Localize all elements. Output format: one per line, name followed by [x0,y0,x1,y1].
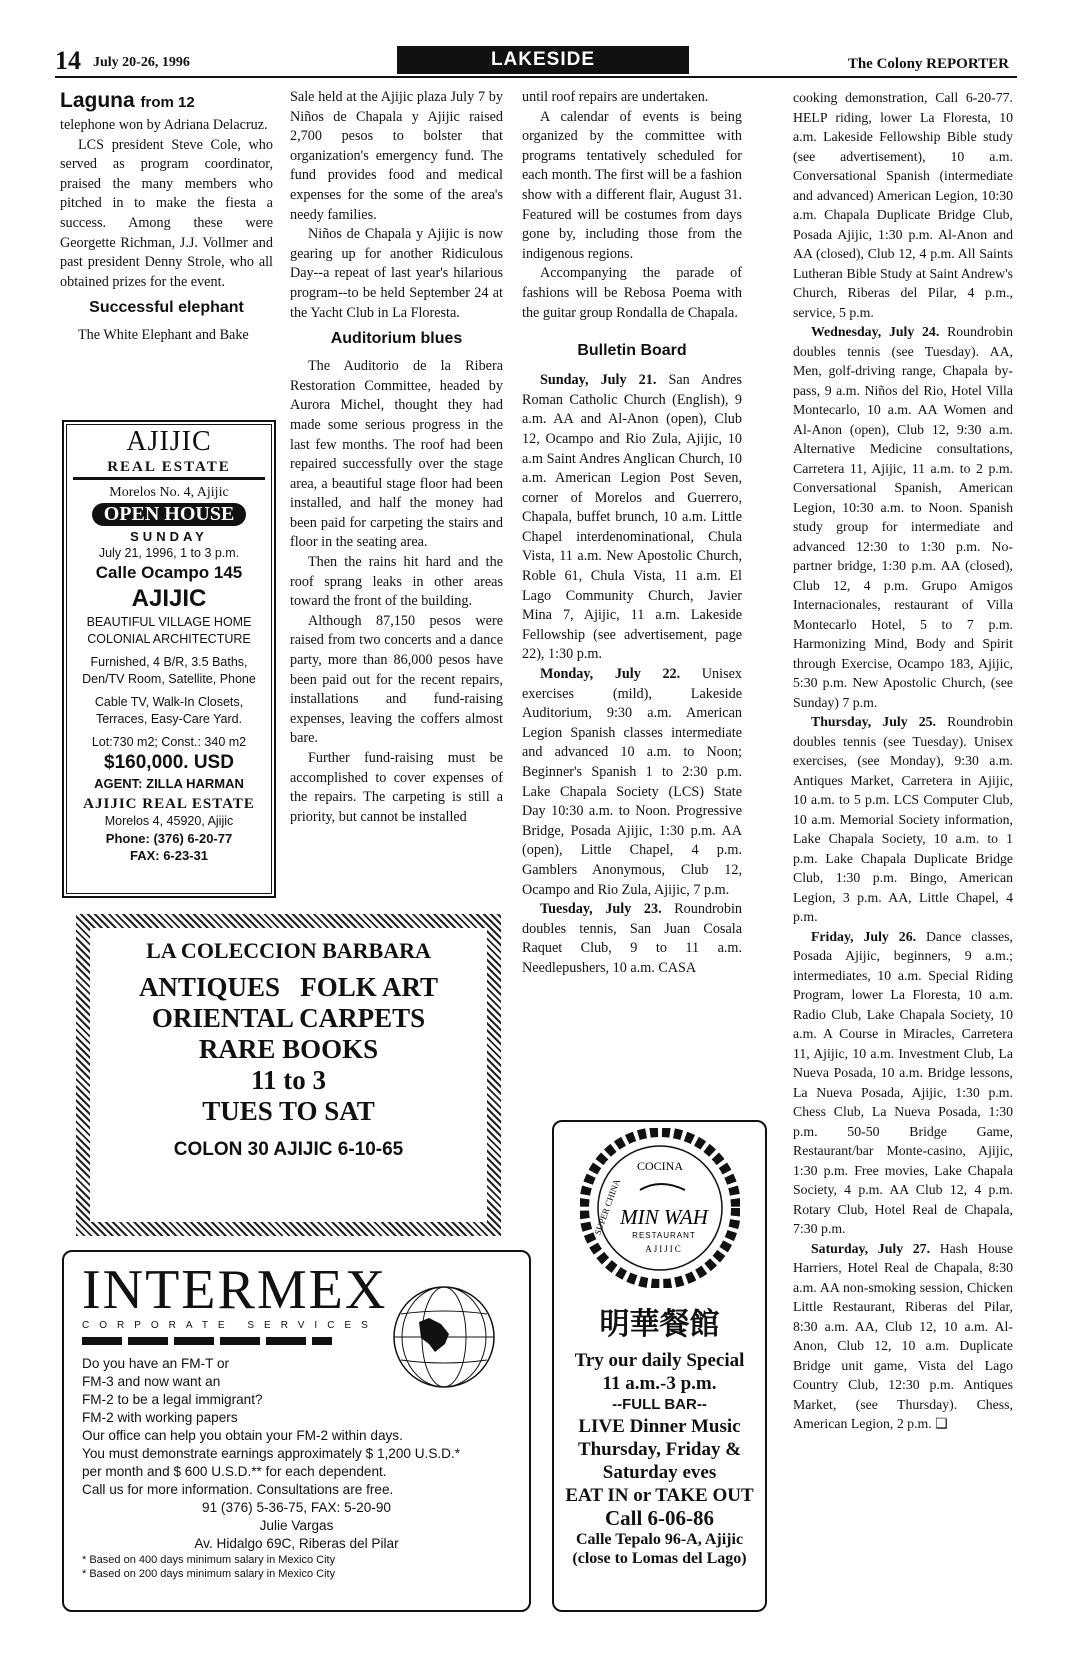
ad-line: per month and $ 600 U.S.D.** for each dependent. [82,1464,387,1479]
feature-line: COLONIAL ARCHITECTURE [87,632,251,646]
street: Calle Ocampo 145 [95,563,243,582]
subhead: Auditorium blues [330,330,463,348]
ad-line: 11 a.m.-3 p.m. [602,1373,717,1394]
min-wah-logo [580,1128,740,1288]
logo-text: COCINA [636,1159,683,1173]
listing-sunday: Sunday, July 21. San Andres Roman Catholic Church (English), 9 a.m. AA and Al-Anon (open), Club 12, Ocampo and Rio Zula, Ajijic, 10 a.m Saint Andres Anglican Church, 10 a.m. American Legion Post Seven, corner of Morelos and Guerrero, Chapala, buffet brunch, 10 a.m. Little Chapel interdenominational, Chula Vista, 11 a.m. New Apostolic Church, Roble 61, Chula Vista, 11 a.m. El Lago Community Church, Javier Mina 7, Ajijic, 11 a.m. Lakeside Fellowship (see advertisement, page 22), 1:30 p.m. [522,372,742,663]
header-rule [55,76,1017,78]
ad-line: FM-2 with working papers [82,1410,238,1425]
feature-line: BEAUTIFUL VILLAGE HOME [86,615,252,629]
paragraph: telephone won by Adriana Delacruz. [60,117,268,133]
ad-address-note: (close to Lomas del Lago) [572,1550,747,1567]
feature-line: Cable TV, Walk-In Closets, [94,695,244,709]
paragraph: The Auditorio de la Ribera Restoration Committee, headed by Aurora Michel, thought they had made some serious progress in the last few months. The roof had been repaired successfully over the stage area, a beautiful stage floor had been installed, and half the money had been paid for carpeting the stairs and floor in the seating area. [290,358,503,551]
column-1 [60,88,273,346]
chinese-name: 明華餐館 [599,1307,720,1342]
end-mark: ❏ [935,1416,948,1431]
ad-days: TUES TO SAT [202,1096,375,1126]
column-4 [793,88,1013,1434]
ajijic-logo: AJIJIC [126,426,212,457]
open-house-badge: OPEN HOUSE [92,503,247,526]
feature-line: Furnished, 4 B/R, 3.5 Baths, [90,655,248,669]
jump-head: Laguna from 12 [60,89,195,112]
ad-line: EAT IN or TAKE OUT [565,1485,754,1506]
ad-la-coleccion-barbara [76,914,501,1236]
real-estate-logo: REAL ESTATE [73,457,265,480]
price: $160,000. USD [104,752,234,773]
ad-line: --FULL BAR-- [612,1396,707,1413]
listing-monday: Monday, July 22. Unisex exercises (mild), Lakeside Auditorium, 9:30 a.m. American Legion Spanish classes intermediate and advanced 10 a.m. to Noon; Beginner's Spanish 1 to 2:30 p.m. Lake Chapala Society (LCS) State Day 10:30 a.m. to Noon. Progressive Bridge, Posada Ajijic, 1:30 p.m. AA (open), Little Chapel, 4 p.m. Gamblers Anonymous, Club 12, Ocampo and Rio Zula, Ajijic, 7 p.m. [522,666,742,898]
listing-friday: Friday, July 26. Dance classes, Posada Ajijic, beginners, 9 a.m.; intermediates, 10 a.m. Special Riding Program, lower La Floresta, 10 a.m. Radio Club, Lake Chapala Society, 10 a.m. A Course in Miracles, Carretera 11, Ajijic, 10 a.m. Investment Club, La Nueva Posada, 10 a.m. Bridge lessons, La Nueva Posada, Ajijic, 1:30 p.m. Chess Club, La Nueva Posada, 1:30 p.m. 50-50 Bridge Game, Restaurant/bar Monte-casino, Ajijic, 1:30 p.m. Free movies, Lake Chapala Society, 4 p.m. AA Club 12, 4 p.m. Rotary Club, Hotel Real de Chapala, 7:30 p.m. [793,928,1013,1236]
listing-tuesday: Tuesday, July 23. Roundrobin doubles tennis, San Juan Cosala Raquet Club, 9 to 11 a.m. Needlepushers, 10 a.m. CASA [522,901,742,976]
globe-icon [389,1282,499,1392]
company-name: AJIJIC REAL ESTATE [83,796,255,812]
ad-line: FM-2 to be a legal immigrant? [82,1392,263,1407]
feature-line: Den/TV Room, Satellite, Phone [82,672,256,686]
footnote: * Based on 200 days minimum salary in Mexico City [82,1568,336,1580]
address: Morelos No. 4, Ajijic [109,485,229,500]
phone: 91 (376) 5-36-75, FAX: 5-20-90 [202,1500,391,1515]
open-date: July 21, 1996, 1 to 3 p.m. [98,546,240,560]
ad-line: ANTIQUES FOLK ART [138,972,439,1002]
column-2 [290,88,503,827]
page-header [55,46,1017,78]
listing-saturday: Saturday, July 27. Hash House Harriers, Hotel Real de Chapala, 8:30 a.m. AA non-smoking session, Chicken Little Restaurant, Riberas del Pilar, 8:30 a.m. AA, Club 12, 10 a.m. Al-Anon, Club 12, 10 a.m. Duplicate Bridge unit game, Vista del Lago Country Club, 12:30 p.m. Antiques Market, (see Thursday). Chess, American Legion, 2 p.m. ❏ [793,1240,1014,1431]
ad-title: LA COLECCION BARBARA [146,938,431,963]
paragraph: LCS president Steve Cole, who served as program coordinator, praised the many members who pitched in to make the fiesta a success. Among these were Georgette Richman, J.J. Vollmer and past president Denny Strole, who all obtained prizes for the event. [60,136,273,290]
address: Av. Hidalgo 69C, Riberas del Pilar [194,1536,399,1551]
paragraph: Accompanying the parade of fashions will be Rebosa Poema with the guitar group Rondalla de Chapala. [522,265,742,321]
ad-line: Our office can help you obtain your FM-2 within days. [82,1428,403,1443]
paragraph: Niños de Chapala y Ajijic is now gearing up for another Ridiculous Day--a repeat of last year's hilarious program--to be held September 24 at the Yacht Club in La Floresta. [290,226,503,321]
logo-text: MIN WAH [619,1205,708,1229]
phone: Phone: (376) 6-20-77 [105,831,233,846]
subhead: Successful elephant [89,299,244,317]
ad-hours: 11 to 3 [250,1065,326,1095]
logo-text: RESTAURANT [631,1231,696,1240]
ad-line: Thursday, Friday & [577,1439,742,1460]
decorative-bar [82,1337,332,1345]
paragraph: Further fund-raising must be accomplished to cover expenses of the repairs. The carpeting is still a priority, but cannot be installed [290,750,503,825]
issue-date: July 20-26, 1996 [93,55,190,70]
logo-text: AJIJIC [644,1244,683,1254]
listing-thursday: Thursday, July 25. Roundrobin doubles tennis (see Tuesday). Unisex exercises, (see Monday), 9:30 a.m. Antiques Market, Carretera in Ajijic, 10 a.m. to 5 p.m. LCS Computer Club, 10 a.m. Memorial Society information, Lake Chapala Society, 10 a.m. to 1 p.m. Lake Chapala Duplicate Bridge Club, 1:30 p.m. Bingo, American Legion, 3 p.m. AA, Little Chapel, 4 p.m. [793,714,1013,924]
ad-intermex [62,1250,531,1612]
ad-line: ORIENTAL CARPETS [151,1003,426,1033]
ad-address: COLON 30 AJIJIC 6-10-65 [173,1139,404,1160]
ad-line: Saturday eves [602,1462,717,1483]
footnote: * Based on 400 days minimum salary in Mexico City [82,1554,336,1566]
paragraph: Although 87,150 pesos were raised from two concerts and a dance party, more than 86,000 pesos have been paid out for the recent repairs, installations and fund-raising expenses, leaving the coffers almost bare. [290,612,503,747]
ad-line: LIVE Dinner Music [578,1416,741,1437]
feature-line: Terraces, Easy-Care Yard. [95,712,243,726]
page-number: 14 [55,46,81,75]
paragraph: cooking demonstration, Call 6-20-77. HELP riding, lower La Floresta, 10 a.m. Lakeside Fellowship Bible study (see advertisement), 10 a.m. Conversational Spanish (intermediate and advanced) American Legion, 10:30 a.m. Chapala Duplicate Bridge Club, Posada Ajijic, 1:30 p.m. Al-Anon and AA (closed), Club 12, 4 p.m. All Saints Lutheran Bible Study at Saint Andrew's Church, Riberas del Pilar, 4 p.m., service, 5 p.m. [793,90,1013,320]
ad-address: Calle Tepalo 96-A, Ajijic [575,1531,744,1548]
paragraph: The White Elephant and Bake [78,327,249,344]
ad-ajijic-real-estate [62,420,276,898]
ad-line: You must demonstrate earnings approximately $ 1,200 U.S.D.* [82,1446,461,1461]
intermex-logo: INTERMEX [82,1259,388,1321]
ad-line: Do you have an FM-T or [82,1356,230,1371]
paragraph: until roof repairs are undertaken. [522,89,709,105]
newspaper-name: The Colony REPORTER [847,56,1009,72]
column-3 [522,88,742,979]
intermex-subtitle: CORPORATE SERVICES [82,1320,378,1331]
ad-line: Try our daily Special [574,1350,745,1371]
paragraph: Then the rains hit hard and the roof sprang leaks in other areas toward the front of the building. [290,554,503,610]
paragraph: A calendar of events is being organized by the committee with programs tentatively scheduled for each month. The first will be a fashion show with a different flair, August 31. Featured will be costumes from days gone by, including those from the indigenous regions. [522,108,742,262]
ad-min-wah [552,1120,767,1612]
open-day: SUNDAY [130,529,208,544]
agent: AGENT: ZILLA HARMAN [94,776,244,791]
lot-size: Lot:730 m2; Const.: 340 m2 [91,735,247,749]
subhead: Bulletin Board [577,342,687,360]
fax: FAX: 6-23-31 [129,848,209,863]
listing-wednesday: Wednesday, July 24. Roundrobin doubles tennis (see Tuesday). AA, Men, golf-driving range, Chapala by-pass, 9 a.m. Niños del Rio, Hotel Villa Montecarlo, 10 a.m. AA Women and Al-Anon (open), Club 12, 9:30 a.m. Alternative Medicine consultations, Carretera 11, Ajijic, 11 a.m. to 2 p.m. Conversational Spanish, American Legion, 10:30 a.m. to Noon. Spanish study group for intermediate and advanced 12:30 to 1:30 p.m. No-partner bridge, 1:30 p.m. AA (closed), Club 12, 4 p.m. Grupo Amigos Internacionales, restaurant of Villa Montecarlo Hotel, 5 to 7 p.m. Harmonizing Mind, Body and Spirit through Exercise, Ocampo 183, Ajijic, 5:30 p.m. New Apostolic Church, (see Sunday) 7 p.m. [793,324,1013,710]
ad-line: FM-3 and now want an [82,1374,221,1389]
logo-text: SUPER CHINA [591,1177,622,1237]
town: AJIJIC [131,585,207,612]
ad-phone: Call 6-06-86 [604,1506,715,1530]
contact-name: Julie Vargas [259,1518,334,1533]
section-banner: LAKESIDE [397,46,689,74]
paragraph: Sale held at the Ajijic plaza July 7 by Niños de Chapala y Ajijic raised 2,700 pesos to bolster that organization's emergency fund. The fund provides food and medical expenses for the some of the area's needy families. [290,89,503,223]
ad-line: RARE BOOKS [198,1034,379,1064]
company-address: Morelos 4, 45920, Ajijic [104,814,234,828]
ad-line: Call us for more information. Consultations are free. [82,1482,394,1497]
